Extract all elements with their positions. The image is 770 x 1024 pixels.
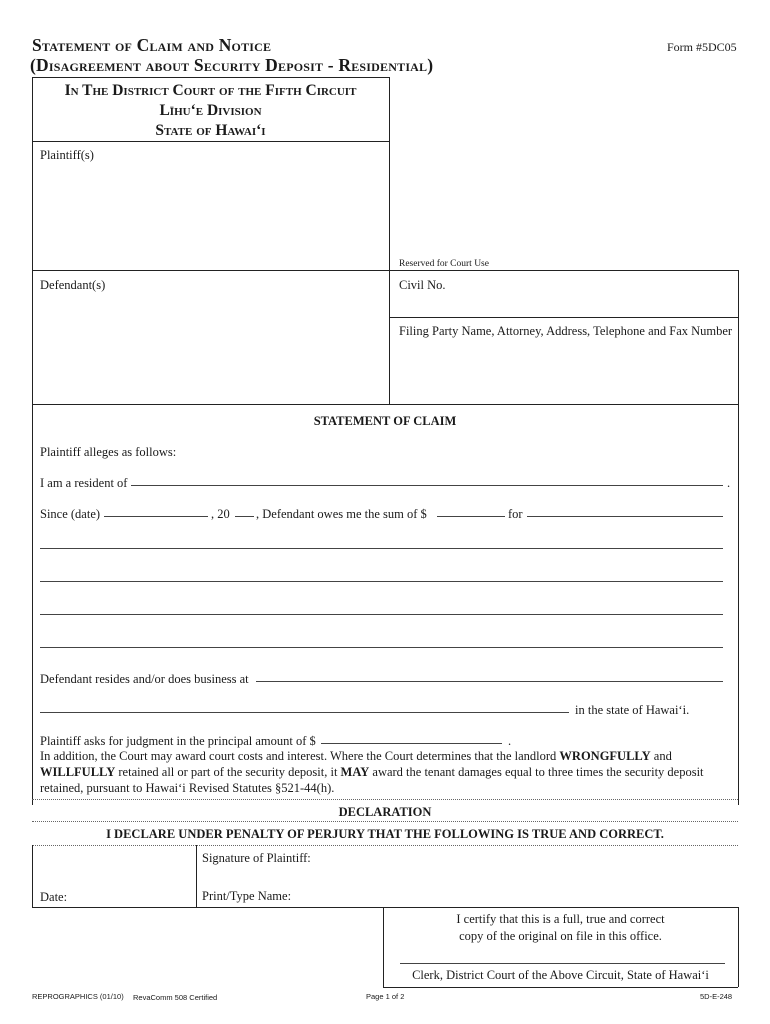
resides-label: Defendant resides and/or does business at — [40, 672, 249, 686]
notice-wrongfully: WRONGFULLY — [559, 749, 651, 763]
notice-text-b: retained all or part of the security deposit, it — [115, 765, 341, 779]
left-border — [32, 77, 33, 805]
claim-line-4[interactable] — [40, 647, 723, 648]
address-input[interactable] — [40, 712, 569, 713]
plaintiffs-label: Plaintiff(s) — [40, 148, 94, 162]
certify-box-bottom — [383, 987, 738, 988]
court-line1: In The District Court of the Fifth Circuit — [64, 82, 357, 99]
notice-may: MAY — [340, 765, 370, 779]
signature-bottom-rule — [32, 907, 738, 908]
resident-end: . — [727, 476, 731, 490]
notice-text-a: In addition, the Court may award court costs and interest. Where the Court determines that the landlord — [40, 749, 560, 763]
certify-line1: I certify that this is a full, true and correct — [456, 912, 665, 926]
court-line2: Līhuʻe Division — [159, 102, 262, 119]
footer-revacomm: RevaComm 508 Certified — [133, 993, 218, 1002]
plaintiffs-field[interactable] — [40, 164, 380, 264]
year-input[interactable] — [235, 516, 254, 517]
date-field[interactable] — [75, 885, 190, 905]
form-title-line2: (Disagreement about Security Deposit - Residential) — [30, 55, 434, 75]
plaintiff-box-bottom — [32, 270, 738, 271]
print-name-field[interactable] — [300, 885, 730, 905]
declaration-top-rule — [32, 799, 738, 800]
notice-text-c: award the tenant damages equal to three times the security deposit — [369, 765, 704, 779]
since-date-input[interactable] — [104, 516, 208, 517]
caption-bottom — [32, 404, 738, 405]
reserved-label: Reserved for Court Use — [399, 259, 489, 269]
declaration-statement: I DECLARE UNDER PENALTY OF PERJURY THAT THE FOLLOWING IS TRUE AND CORRECT. — [106, 827, 664, 841]
signature-field[interactable] — [330, 848, 730, 870]
notice-line3: retained, pursuant to Hawaiʻi Revised Statutes §521-44(h). — [40, 781, 335, 795]
caption-top-border — [32, 77, 389, 78]
defendants-label: Defendant(s) — [40, 278, 106, 292]
claim-line-1[interactable] — [40, 548, 723, 549]
owes-label: , Defendant owes me the sum of $ — [256, 507, 427, 521]
certify-line2: copy of the original on file in this office. — [459, 929, 662, 943]
judgment-end: . — [508, 734, 512, 748]
clerk-signature-line[interactable] — [400, 963, 725, 964]
clerk-label: Clerk, District Court of the Above Circuit, State of Hawaiʻi — [412, 968, 709, 982]
resident-label: I am a resident of — [40, 476, 128, 490]
alleges-text: Plaintiff alleges as follows: — [40, 445, 177, 459]
court-box-bottom — [32, 141, 389, 142]
date-box-divider — [196, 845, 197, 907]
defendants-field[interactable] — [40, 294, 380, 398]
print-name-label: Print/Type Name: — [202, 889, 292, 903]
footer-page: Page 1 of 2 — [366, 992, 405, 1001]
resides-input[interactable] — [256, 681, 723, 682]
civil-no-field[interactable] — [450, 276, 730, 312]
declaration-mid-rule — [32, 821, 738, 822]
date-box-left — [32, 845, 33, 907]
claim-line-2[interactable] — [40, 581, 723, 582]
court-line3: State of Hawaiʻi — [155, 122, 266, 139]
notice-and: and — [650, 749, 672, 763]
footer-reprographics: REPROGRAPHICS (01/10) — [32, 992, 124, 1001]
resident-input[interactable] — [131, 485, 723, 486]
form-number: Form #5DC05 — [667, 40, 737, 54]
judgment-amount-input[interactable] — [321, 743, 502, 744]
claim-line-3[interactable] — [40, 614, 723, 615]
for-label: for — [508, 507, 523, 521]
declaration-heading: DECLARATION — [338, 805, 432, 819]
in-state-text: in the state of Hawaiʻi. — [575, 703, 690, 717]
filing-party-field[interactable] — [399, 340, 729, 398]
comma-20: , 20 — [211, 507, 230, 521]
certify-box-right — [738, 907, 739, 987]
form-title-line1: Statement of Claim and Notice — [32, 35, 272, 55]
since-label: Since (date) — [40, 507, 101, 521]
for-input[interactable] — [527, 516, 723, 517]
right-border — [738, 270, 739, 805]
notice-line1 — [40, 748, 740, 764]
caption-divider — [389, 77, 390, 404]
declaration-bottom-rule — [32, 845, 738, 846]
signature-label: Signature of Plaintiff: — [202, 851, 311, 865]
judgment-label: Plaintiff asks for judgment in the principal amount of $ — [40, 734, 316, 748]
civil-no-label: Civil No. — [399, 278, 446, 292]
statement-heading: STATEMENT OF CLAIM — [313, 414, 457, 428]
sum-input[interactable] — [437, 516, 505, 517]
filing-party-label: Filing Party Name, Attorney, Address, Telephone and Fax Number — [399, 324, 733, 338]
civil-no-box-bottom — [389, 317, 738, 318]
date-label: Date: — [40, 890, 68, 904]
footer-code: 5D-E-248 — [700, 992, 733, 1001]
notice-line2 — [40, 764, 740, 780]
notice-willfully: WILLFULLY — [40, 765, 116, 779]
